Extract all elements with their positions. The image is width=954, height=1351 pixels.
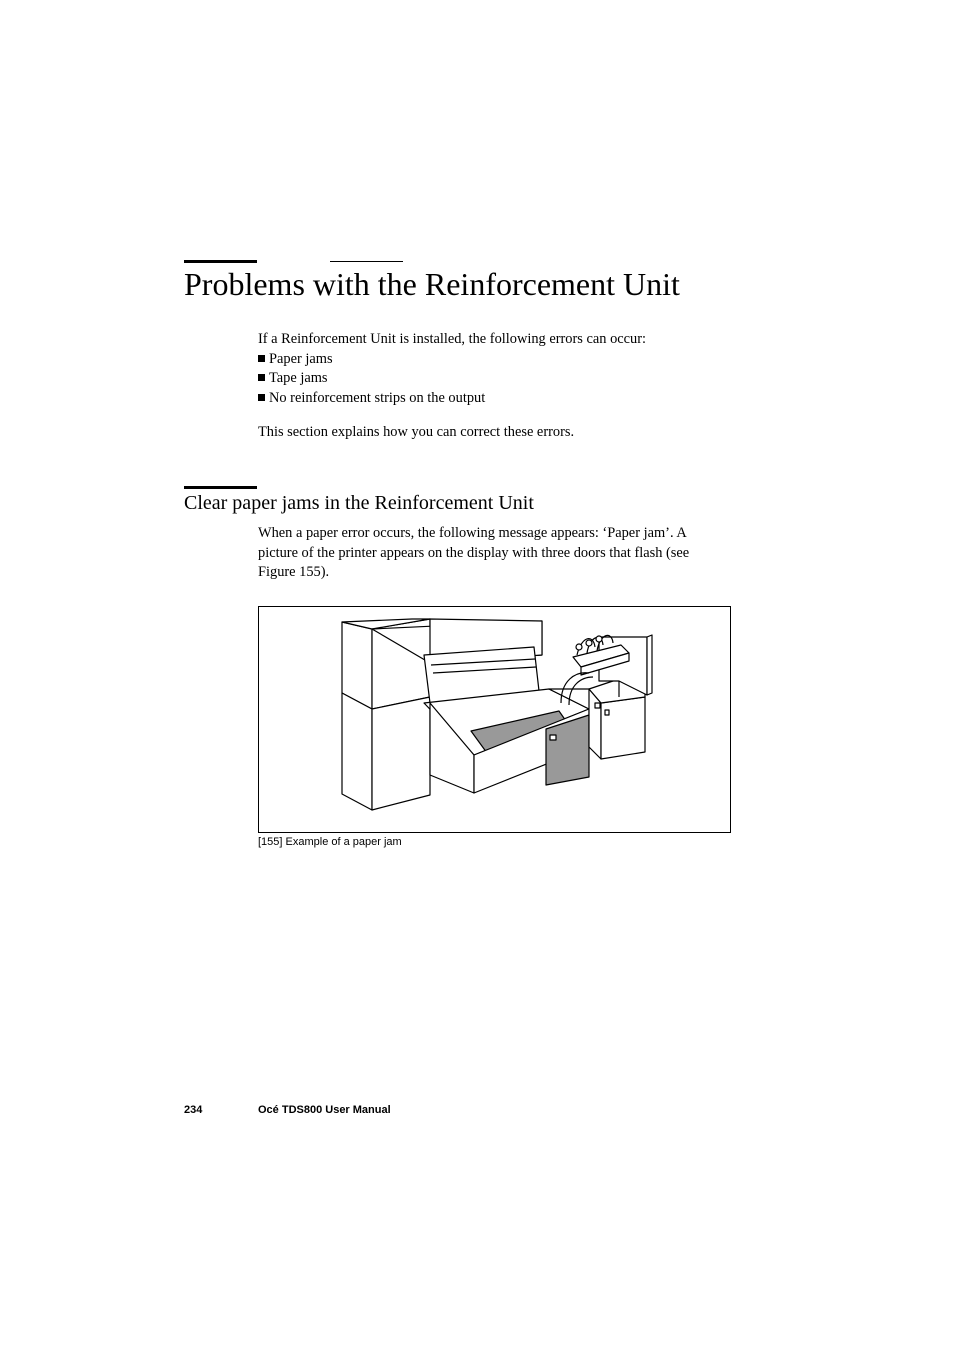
list-item: Tape jams [258, 369, 728, 389]
title-rule-thin [330, 261, 403, 262]
list-item: Paper jams [258, 350, 728, 370]
title-rule-thick [184, 260, 257, 263]
bullet-square-icon [258, 394, 265, 401]
subsection-title: Clear paper jams in the Reinforcement Unit [184, 492, 534, 514]
printer-illustration [259, 607, 730, 832]
figure-frame [258, 606, 731, 833]
intro-text: If a Reinforcement Unit is installed, the following errors can occur: [258, 331, 647, 347]
subsection-rule [184, 486, 257, 489]
manual-title: Océ TDS800 User Manual [258, 1104, 391, 1116]
intro-block [258, 330, 728, 408]
bullet-square-icon [258, 355, 265, 362]
error-list [258, 350, 728, 409]
bullet-square-icon [258, 374, 265, 381]
paper-jam-paragraph: When a paper error occurs, the following message appears: ‘Paper jam’. A picture of the printer appears on the display with three doors that flash (see Figure 155). [258, 525, 690, 580]
list-item: No reinforcement strips on the output [258, 389, 728, 409]
page-title: Problems with the Reinforcement Unit [184, 266, 680, 302]
figure-caption: [155] Example of a paper jam [258, 836, 402, 848]
page-number: 234 [184, 1104, 203, 1116]
summary-text: This section explains how you can correct these errors. [258, 424, 575, 440]
